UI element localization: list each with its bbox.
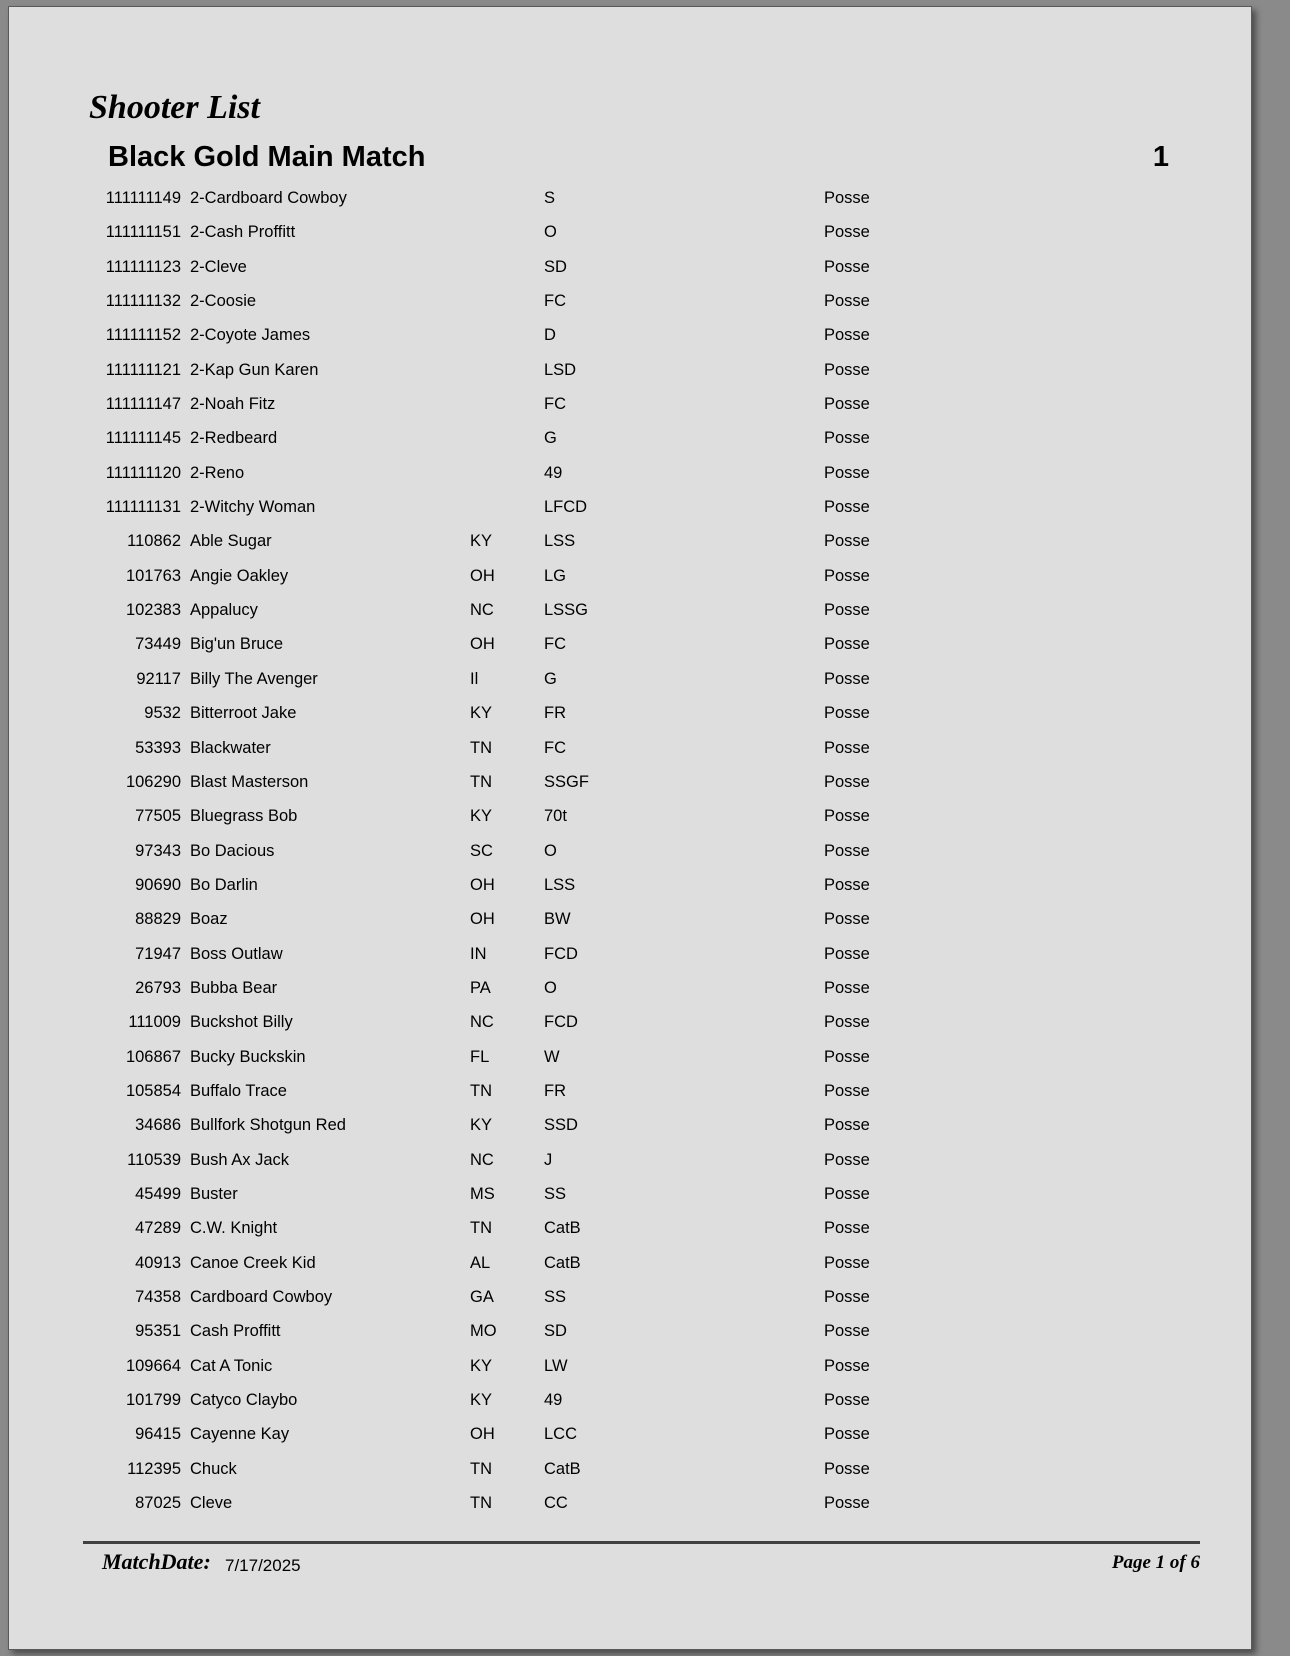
shooter-category: LCC <box>544 1425 578 1444</box>
shooter-category: CatB <box>544 1219 581 1238</box>
shooter-posse: Posse <box>824 1013 870 1032</box>
shooter-state: GA <box>470 1288 494 1306</box>
shooter-id: 34686 <box>135 1116 181 1135</box>
page-indicator: Page 1 of 6 <box>1111 1552 1200 1573</box>
shooter-id: 88829 <box>135 910 181 929</box>
shooter-row <box>9 973 1251 1007</box>
shooter-category: SSD <box>544 1116 578 1135</box>
shooter-id: 111009 <box>128 1013 181 1032</box>
shooter-row <box>9 1454 1251 1488</box>
shooter-category: LSS <box>544 875 576 894</box>
shooter-posse: Posse <box>824 669 870 688</box>
shooter-alias: 2-Cleve <box>190 257 247 276</box>
shooter-posse: Posse <box>824 498 870 517</box>
shooter-id: 9532 <box>144 704 181 723</box>
shooter-category: FCD <box>544 944 578 963</box>
shooter-posse: Posse <box>824 463 870 482</box>
shooter-row <box>9 1145 1251 1179</box>
shooter-state: OH <box>470 635 495 654</box>
shooter-id: 96415 <box>135 1425 181 1444</box>
shooter-state: NC <box>470 1013 494 1032</box>
shooter-state: AL <box>470 1253 491 1272</box>
shooter-row <box>9 629 1251 663</box>
shooter-state: NC <box>470 1150 494 1169</box>
shooter-category: FC <box>544 635 566 654</box>
footer-divider <box>83 1541 1200 1544</box>
shooter-list <box>9 183 1251 1522</box>
shooter-row <box>9 1282 1251 1316</box>
shooter-category: D <box>544 326 556 345</box>
shooter-state: TN <box>470 772 492 791</box>
shooter-posse: Posse <box>824 189 870 207</box>
shooter-alias: Angie Oakley <box>190 566 289 585</box>
shooter-alias: Bush Ax Jack <box>190 1150 290 1169</box>
shooter-alias: Able Sugar <box>190 532 272 551</box>
shooter-id: 102383 <box>125 601 181 620</box>
shooter-category: FC <box>544 292 566 311</box>
shooter-state: IN <box>470 944 487 963</box>
shooter-posse: Posse <box>824 223 870 242</box>
shooter-alias: 2-Reno <box>190 463 245 482</box>
shooter-alias: 2-Coyote James <box>190 326 311 345</box>
shooter-state: SC <box>470 841 493 860</box>
shooter-id: 101763 <box>125 566 181 585</box>
shooter-posse: Posse <box>824 1494 870 1513</box>
shooter-alias: Boss Outlaw <box>190 944 283 963</box>
shooter-id: 101799 <box>125 1391 181 1410</box>
shooter-state: OH <box>470 1425 495 1444</box>
shooter-category: FC <box>544 738 566 757</box>
shooter-posse: Posse <box>824 772 870 791</box>
shooter-state: TN <box>470 1494 492 1513</box>
shooter-id: 73449 <box>135 635 181 654</box>
shooter-posse: Posse <box>824 1081 870 1100</box>
shooter-alias: Chuck <box>190 1459 237 1478</box>
shooter-row <box>9 801 1251 835</box>
shooter-row <box>9 252 1251 286</box>
shooter-posse: Posse <box>824 1459 870 1478</box>
shooter-row <box>9 183 1251 217</box>
shooter-row <box>9 1213 1251 1247</box>
shooter-category: 70t <box>544 807 567 826</box>
shooter-state: TN <box>470 738 492 757</box>
shooter-category: CatB <box>544 1459 581 1478</box>
shooter-id: 111111147 <box>105 395 181 414</box>
shooter-state: KY <box>470 1356 493 1375</box>
shooter-category: J <box>544 1150 553 1169</box>
shooter-id: 71947 <box>135 944 181 963</box>
shooter-id: 109664 <box>125 1356 181 1375</box>
shooter-id: 111111123 <box>105 257 181 276</box>
shooter-category: S <box>544 189 556 207</box>
shooter-row <box>9 767 1251 801</box>
shooter-posse: Posse <box>824 738 870 757</box>
shooter-state: KY <box>470 807 493 826</box>
shooter-row <box>9 698 1251 732</box>
shooter-alias: Canoe Creek Kid <box>190 1253 316 1272</box>
shooter-category: G <box>544 429 557 448</box>
shooter-alias: Cayenne Kay <box>190 1425 290 1444</box>
shooter-id: 111111149 <box>105 189 181 207</box>
shooter-alias: Catyco Claybo <box>190 1391 298 1410</box>
shooter-posse: Posse <box>824 532 870 551</box>
shooter-row <box>9 492 1251 526</box>
shooter-alias: Cardboard Cowboy <box>190 1288 333 1306</box>
shooter-posse: Posse <box>824 257 870 276</box>
shooter-row <box>9 1007 1251 1041</box>
shooter-category: SD <box>544 1322 567 1341</box>
shooter-posse: Posse <box>824 566 870 585</box>
shooter-state: KY <box>470 1391 493 1410</box>
shooter-category: LSSG <box>544 601 589 620</box>
shooter-category: 49 <box>544 1391 563 1410</box>
shooter-row <box>9 458 1251 492</box>
shooter-posse: Posse <box>824 429 870 448</box>
shooter-alias: 2-Cardboard Cowboy <box>190 189 347 207</box>
shooter-state: OH <box>470 875 495 894</box>
shooter-state: KY <box>470 532 493 551</box>
shooter-category: 49 <box>544 463 563 482</box>
shooter-alias: Cleve <box>190 1494 233 1513</box>
shooter-row <box>9 286 1251 320</box>
shooter-alias: Bitterroot Jake <box>190 704 297 723</box>
report-title: Shooter List <box>89 89 260 126</box>
shooter-alias: Bo Darlin <box>190 875 258 894</box>
shooter-alias: Blast Masterson <box>190 772 309 791</box>
shooter-id: 111111152 <box>105 326 181 345</box>
shooter-id: 74358 <box>135 1288 181 1306</box>
shooter-row <box>9 870 1251 904</box>
shooter-posse: Posse <box>824 1322 870 1341</box>
shooter-row <box>9 320 1251 354</box>
shooter-alias: Bullfork Shotgun Red <box>190 1116 346 1135</box>
shooter-posse: Posse <box>824 1116 870 1135</box>
shooter-row <box>9 1110 1251 1144</box>
shooter-posse: Posse <box>824 395 870 414</box>
shooter-category: LSS <box>544 532 576 551</box>
shooter-row <box>9 423 1251 457</box>
shooter-category: BW <box>544 910 571 929</box>
shooter-state: FL <box>470 1047 490 1066</box>
shooter-id: 92117 <box>136 669 181 688</box>
shooter-row <box>9 904 1251 938</box>
shooter-alias: Billy The Avenger <box>190 669 318 688</box>
shooter-category: O <box>544 978 557 997</box>
match-date-label: MatchDate: <box>102 1549 211 1574</box>
shooter-category: FR <box>544 704 566 723</box>
shooter-posse: Posse <box>824 1184 870 1203</box>
shooter-state: Il <box>470 669 479 688</box>
shooter-id: 111111132 <box>105 292 181 311</box>
shooter-id: 110539 <box>127 1150 181 1169</box>
match-name: Black Gold Main Match <box>108 141 426 173</box>
shooter-category: FC <box>544 395 566 414</box>
shooter-id: 95351 <box>135 1322 181 1341</box>
shooter-posse: Posse <box>824 1253 870 1272</box>
shooter-category: LW <box>544 1356 568 1375</box>
shooter-id: 111111151 <box>105 223 181 242</box>
shooter-posse: Posse <box>824 601 870 620</box>
shooter-state: OH <box>470 566 495 585</box>
shooter-row <box>9 526 1251 560</box>
shooter-posse: Posse <box>824 704 870 723</box>
shooter-id: 111111121 <box>105 360 181 379</box>
shooter-category: SS <box>544 1184 567 1203</box>
shooter-id: 97343 <box>135 841 181 860</box>
shooter-category: LSD <box>544 360 577 379</box>
shooter-row <box>9 1488 1251 1522</box>
shooter-row <box>9 389 1251 423</box>
shooter-category: W <box>544 1047 560 1066</box>
shooter-state: PA <box>470 978 491 997</box>
shooter-alias: Cash Proffitt <box>190 1322 281 1341</box>
shooter-posse: Posse <box>824 1150 870 1169</box>
shooter-alias: Bubba Bear <box>190 978 278 997</box>
shooter-id: 77505 <box>135 807 181 826</box>
shooter-posse: Posse <box>824 875 870 894</box>
shooter-alias: Appalucy <box>190 601 258 620</box>
shooter-alias: 2-Redbeard <box>190 429 278 448</box>
shooter-alias: Buster <box>190 1184 238 1203</box>
match-date-value: 7/17/2025 <box>225 1556 301 1575</box>
shooter-alias: 2-Witchy Woman <box>190 498 316 517</box>
shooter-category: CatB <box>544 1253 581 1272</box>
shooter-posse: Posse <box>824 807 870 826</box>
shooter-alias: Bo Dacious <box>190 841 275 860</box>
shooter-row <box>9 1179 1251 1213</box>
shooter-alias: Bluegrass Bob <box>190 807 298 826</box>
shooter-row <box>9 217 1251 251</box>
shooter-state: MO <box>470 1322 497 1341</box>
shooter-row <box>9 836 1251 870</box>
shooter-row <box>9 1419 1251 1453</box>
shooter-state: OH <box>470 910 495 929</box>
shooter-alias: 2-Coosie <box>190 292 257 311</box>
shooter-state: TN <box>470 1459 492 1478</box>
shooter-category: CC <box>544 1494 568 1513</box>
shooter-id: 47289 <box>135 1219 181 1238</box>
shooter-state: TN <box>470 1219 492 1238</box>
shooter-posse: Posse <box>824 1425 870 1444</box>
shooter-state: NC <box>470 601 494 620</box>
shooter-id: 112395 <box>127 1459 181 1478</box>
shooter-category: O <box>544 841 557 860</box>
shooter-posse: Posse <box>824 910 870 929</box>
shooter-posse: Posse <box>824 978 870 997</box>
shooter-alias: Bucky Buckskin <box>190 1047 306 1066</box>
shooter-alias: 2-Noah Fitz <box>190 395 276 414</box>
shooter-alias: Big'un Bruce <box>190 635 284 654</box>
shooter-category: LG <box>544 566 567 585</box>
shooter-posse: Posse <box>824 841 870 860</box>
shooter-row <box>9 939 1251 973</box>
shooter-state: KY <box>470 704 493 723</box>
shooter-alias: 2-Kap Gun Karen <box>190 360 319 379</box>
shooter-posse: Posse <box>824 360 870 379</box>
shooter-posse: Posse <box>824 1391 870 1410</box>
shooter-posse: Posse <box>824 1356 870 1375</box>
shooter-row <box>9 561 1251 595</box>
shooter-id: 106290 <box>125 772 181 791</box>
shooter-id: 87025 <box>135 1494 181 1513</box>
shooter-row <box>9 733 1251 767</box>
shooter-category: SD <box>544 257 567 276</box>
shooter-id: 45499 <box>135 1184 181 1203</box>
shooter-category: FR <box>544 1081 566 1100</box>
shooter-alias: Buckshot Billy <box>190 1013 293 1032</box>
shooter-posse: Posse <box>824 1288 870 1306</box>
shooter-alias: Blackwater <box>190 738 271 757</box>
shooter-alias: Buffalo Trace <box>190 1081 287 1100</box>
shooter-state: MS <box>470 1184 495 1203</box>
shooter-category: FCD <box>544 1013 578 1032</box>
shooter-posse: Posse <box>824 1047 870 1066</box>
shooter-id: 111111120 <box>105 463 181 482</box>
shooter-alias: Boaz <box>190 910 228 929</box>
shooter-category: SSGF <box>544 772 589 791</box>
shooter-alias: C.W. Knight <box>190 1219 278 1238</box>
report-page <box>8 6 1252 1650</box>
group-number: 1 <box>1152 141 1169 173</box>
shooter-category: G <box>544 669 557 688</box>
shooter-posse: Posse <box>824 944 870 963</box>
shooter-category: LFCD <box>544 498 588 517</box>
shooter-posse: Posse <box>824 1219 870 1238</box>
shooter-id: 106867 <box>125 1047 181 1066</box>
shooter-id: 26793 <box>135 978 181 997</box>
shooter-posse: Posse <box>824 326 870 345</box>
shooter-alias: 2-Cash Proffitt <box>190 223 296 242</box>
shooter-id: 53393 <box>135 738 181 757</box>
shooter-row <box>9 1385 1251 1419</box>
shooter-row <box>9 1076 1251 1110</box>
shooter-row <box>9 1248 1251 1282</box>
shooter-category: SS <box>544 1288 567 1306</box>
shooter-id: 40913 <box>135 1253 181 1272</box>
shooter-row <box>9 1351 1251 1385</box>
shooter-category: O <box>544 223 557 242</box>
shooter-posse: Posse <box>824 635 870 654</box>
shooter-id: 90690 <box>135 875 181 894</box>
shooter-id: 111111145 <box>105 429 181 448</box>
shooter-row <box>9 355 1251 389</box>
shooter-row <box>9 595 1251 629</box>
shooter-row <box>9 1316 1251 1350</box>
shooter-id: 111111131 <box>105 498 181 517</box>
shooter-posse: Posse <box>824 292 870 311</box>
shooter-alias: Cat A Tonic <box>190 1356 273 1375</box>
shooter-id: 105854 <box>125 1081 181 1100</box>
shooter-state: KY <box>470 1116 493 1135</box>
shooter-id: 110862 <box>127 532 181 551</box>
shooter-state: TN <box>470 1081 492 1100</box>
shooter-row <box>9 1042 1251 1076</box>
shooter-row <box>9 664 1251 698</box>
